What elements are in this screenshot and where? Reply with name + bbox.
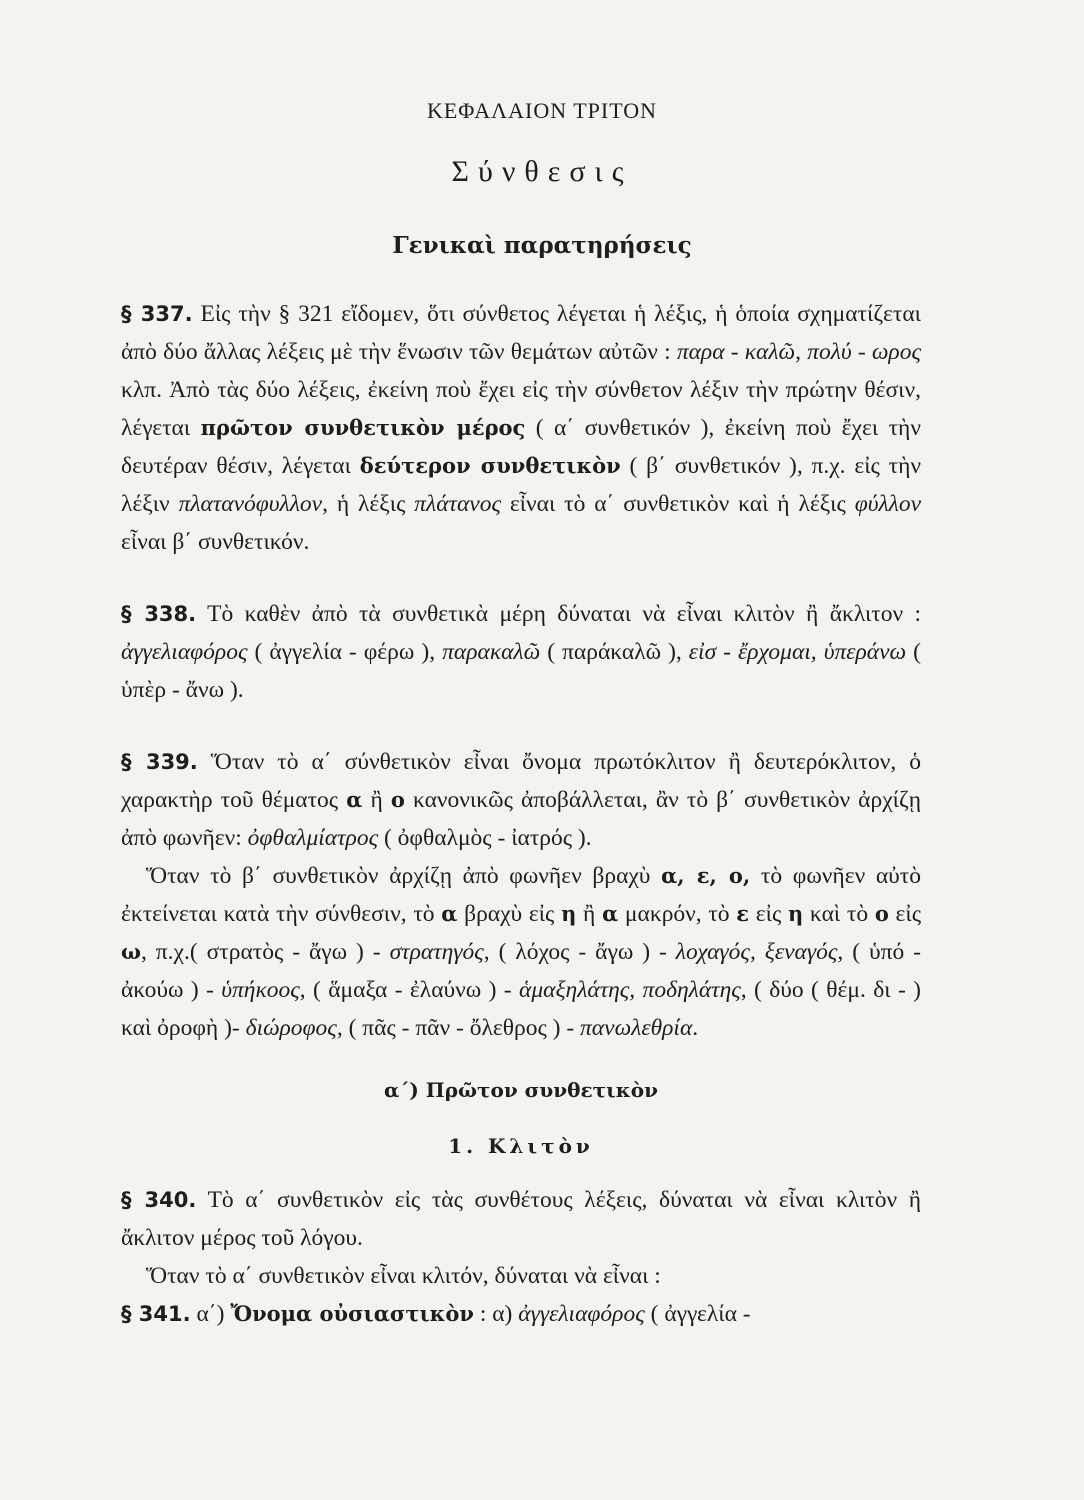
section-number: § 339. (121, 750, 198, 774)
paragraph-340: § 340. Τὸ α΄ συνθετικὸν εἰς τὰς συνθέτους λέξεις, δύναται νὰ εἶναι κλιτὸν ἢ ἄκλιτον μέρος τοῦ λόγου. (121, 1187, 921, 1251)
paragraph-339: § 339. Ὅταν τὸ α΄ σύνθετικὸν εἶναι ὄνομα πρωτόκλιτον ἢ δευτερόκλιτον, ὁ χαρακτὴρ τοῦ θέματος α ἢ ο κανονικῶς ἀποβάλλεται, ἂν τὸ β΄ συνθετικὸν ἀρχίζῃ ἀπὸ φωνῆεν: ὀφθαλμίατρος ( ὀφθαλμὸς - ἰατρός ). (121, 749, 921, 851)
heading-inflected: 1. Κλιτὸν (448, 1134, 594, 1158)
section-number: § 338. (121, 602, 197, 626)
chapter-title: Σύνθεσις (451, 155, 633, 188)
section-number: § 340. (121, 1188, 197, 1212)
heading-first-component: α΄) Πρῶτον συνθετικὸν (383, 1078, 659, 1102)
paragraph-339-continued: Ὅταν τὸ β΄ συνθετικὸν ἀρχίζῃ ἀπὸ φωνῆεν βραχὺ α, ε, ο, τὸ φωνῆεν αὐτὸ ἐκτείνεται κατὰ τὴν σύνθεσιν, τὸ α βραχὺ εἰς η ἢ α μακρόν, τὸ ε εἰς η καὶ τὸ ο εἰς ω, π.χ.( στρατὸς - ἄγω ) - στρατηγός, ( λόχος - ἄγω ) - λοχαγός, ξεναγός, ( ὑπό - ἀκούω ) - ὑπήκοος, ( ἅμαξα - ἐλαύνω ) - ἁμαξηλάτης, ποδηλάτης, ( δύο ( θέμ. δι - ) καὶ ὀροφὴ )- διώροφος, ( πᾶς - πᾶν - ὄλεθρος ) - πανωλεθρία. (121, 863, 922, 1041)
section-number: § 337. (121, 302, 193, 326)
paragraph-340-continued: Ὅταν τὸ α΄ συνθετικὸν εἶναι κλιτόν, δύναται νὰ εἶναι : (146, 1263, 661, 1289)
body-text (121, 295, 921, 1333)
chapter-heading: ΚΕΦΑΛΑΙΟΝ ΤΡΙΤΟΝ (426, 98, 658, 123)
paragraph-341: § 341. α΄) Ὄνομα οὐσιαστικὸν : α) ἀγγελιαφόρος ( ἀγγελία - (121, 1301, 751, 1327)
paragraph-337: § 337. Εἰς τὴν § 321 εἴδομεν, ὅτι σύνθετος λέγεται ἡ λέξις, ἡ ὁποία σχηματίζεται ἀπὸ δύο ἄλλας λέξεις μὲ τὴν ἕνωσιν τῶν θεμάτων αὐτῶν : παρα - καλῶ, πολύ - ωρος κλπ. Ἀπὸ τὰς δύο λέξεις, ἐκείνη ποὺ ἔχει εἰς τὴν σύνθετον λέξιν τὴν πρώτην θέσιν, λέγεται πρῶτον συνθετικὸν μέρος ( α΄ συνθετικόν ), ἐκείνη ποὺ ἔχει τὴν δευτέραν θέσιν, λέγεται δεύτερον συνθετικὸν ( β΄ συνθετικόν ), π.χ. εἰς τὴν λέξιν πλατανόφυλλον, ἡ λέξις πλάτανος εἶναι τὸ α΄ συνθετικὸν καὶ ἡ λέξις φύλλον εἶναι β΄ συνθετικόν. (121, 301, 922, 555)
paragraph-338: § 338. Τὸ καθὲν ἀπὸ τὰ συνθετικὰ μέρη δύναται νὰ εἶναι κλιτὸν ἢ ἄκλιτον : ἀγγελιαφόρος ( ἀγγελία - φέρω ), παρακαλῶ ( παράκαλῶ ), εἰσ - ἔρχομαι, ὑπεράνω ( ὑπὲρ - ἄνω ). (121, 601, 922, 703)
section-subtitle: Γενικαὶ παρατηρήσεις (392, 232, 692, 259)
section-number: § 341. (121, 1302, 191, 1326)
